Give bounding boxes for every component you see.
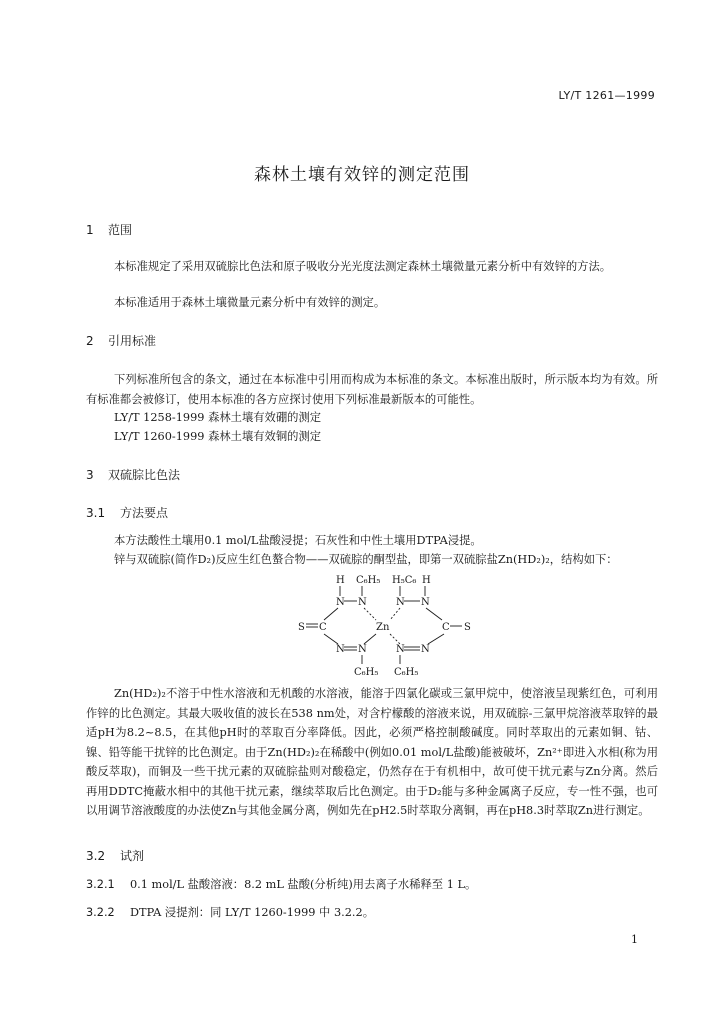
item-text: 0.1 mol/L 盐酸溶液：8.2 mL 盐酸(分析纯)用去离子水稀释至 1 L。 [130, 878, 477, 891]
reference-item: LY/T 1260-1999 森林土壤有效铜的测定 [114, 430, 322, 443]
structure-atom-n: N [396, 597, 405, 608]
structure-group-c6h5-bottom-left: C₆H₅ [354, 667, 379, 678]
paragraph: 本方法酸性土壤用0.1 mol/L盐酸浸提；石灰性和中性土壤用DTPA浸提。 [114, 534, 482, 547]
section-title: 双硫腙比色法 [108, 468, 181, 482]
structure-atom-n: N [358, 644, 367, 655]
section-1-heading [86, 221, 132, 238]
item-number: 3.2.2 [86, 906, 115, 919]
structure-group-h5c6: H₅C₆ [392, 575, 417, 586]
page-number: 1 [631, 933, 638, 946]
section-3-heading [86, 466, 180, 483]
structure-atom-n: N [396, 644, 405, 655]
section-3-2-heading [86, 847, 144, 864]
section-title: 方法要点 [120, 506, 169, 520]
paragraph: 下列标准所包含的条文，通过在本标准中引用而构成为本标准的条文。本标准出版时，所示版本均为有效。所有标准都会被修订，使用本标准的各方应探讨使用下列标准最新版本的可能性。 [86, 373, 658, 406]
reference-item: LY/T 1258-1999 森林土壤有效硼的测定 [114, 411, 322, 424]
item-number: 3.2.1 [86, 878, 115, 891]
structure-atom-n: N [358, 597, 367, 608]
structure-atom-n: N [336, 597, 345, 608]
structure-group-c6h5-bottom-right: C₆H₅ [394, 667, 419, 678]
section-2-heading [86, 332, 156, 349]
structure-atom-s-right: S [464, 622, 471, 633]
structure-atom-zn: Zn [376, 622, 390, 633]
section-number: 2 [86, 334, 94, 348]
paragraph: 锌与双硫腙(简作D₂)反应生红色螯合物——双硫腙的酮型盐，即第一双硫腙盐Zn(HD₂)₂，结构如下： [114, 553, 618, 566]
zinc-dithizonate-structure [296, 572, 476, 678]
structure-atom-h-right: H [422, 575, 431, 586]
section-number: 1 [86, 223, 94, 237]
section-3-1-heading [86, 504, 168, 521]
structure-atom-n: N [421, 644, 430, 655]
structure-atom-s-left: S [298, 622, 305, 633]
structure-atom-n: N [421, 597, 430, 608]
section-title: 引用标准 [108, 334, 157, 348]
paragraph: 本标准规定了采用双硫腙比色法和原子吸收分光光度法测定森林土壤微量元素分析中有效锌的方法。 [114, 260, 612, 273]
structure-atom-h-left: H [336, 575, 345, 586]
structure-atom-c-right: C [442, 622, 450, 633]
reagent-item [86, 904, 374, 920]
structure-atom-n: N [336, 644, 345, 655]
reagent-item [86, 876, 476, 892]
document-title: 森林土壤有效锌的测定范围 [254, 165, 470, 185]
paragraph: 本标准适用于森林土壤微量元素分析中有效锌的测定。 [114, 296, 386, 309]
structure-atom-c-left: C [319, 622, 327, 633]
structure-group-c6h5-top: C₆H₅ [356, 575, 381, 586]
section-number: 3.1 [86, 506, 106, 520]
section-number: 3.2 [86, 849, 106, 863]
section-title: 试剂 [120, 849, 145, 863]
standard-code: LY/T 1261—1999 [558, 89, 655, 102]
paragraph: Zn(HD₂)₂不溶于中性水溶液和无机酸的水溶液，能溶于四氯化碳或三氯甲烷中，使溶液呈现紫红色，可利用作锌的比色测定。其最大吸收值的波长在538 nm处，对含柠檬酸的溶液来说，用双硫腙-三氯甲烷溶液萃取锌的最适pH为8.2~8.5，在其他pH时的萃取百分率降低。因此，必须严格控制酸碱度。同时萃取出的元素如铜、钴、镍、铅等能干扰锌的比色测定。由于Zn(HD₂)₂在稀酸中(例如0.01 mol/L盐酸)能被破坏，Zn²⁺即进入水相(称为用酸反萃取)，而铜及一些干扰元素的双硫腙盐则对酸稳定，仍然存在于有机相中，故可使干扰元素与Zn分离。然后再用DDTC掩蔽水相中的其他干扰元素，继续萃取后比色测定。由于D₂能与多种金属离子反应，专一性不强，也可以用调节溶液酸度的办法使Zn与其他金属分离，例如先在pH2.5时萃取分离铜，再在pH8.3时萃取Zn进行测定。 [86, 687, 658, 817]
item-text: DTPA 浸提剂：同 LY/T 1260-1999 中 3.2.2。 [130, 906, 374, 919]
section-number: 3 [86, 468, 94, 482]
section-title: 范围 [108, 223, 133, 237]
